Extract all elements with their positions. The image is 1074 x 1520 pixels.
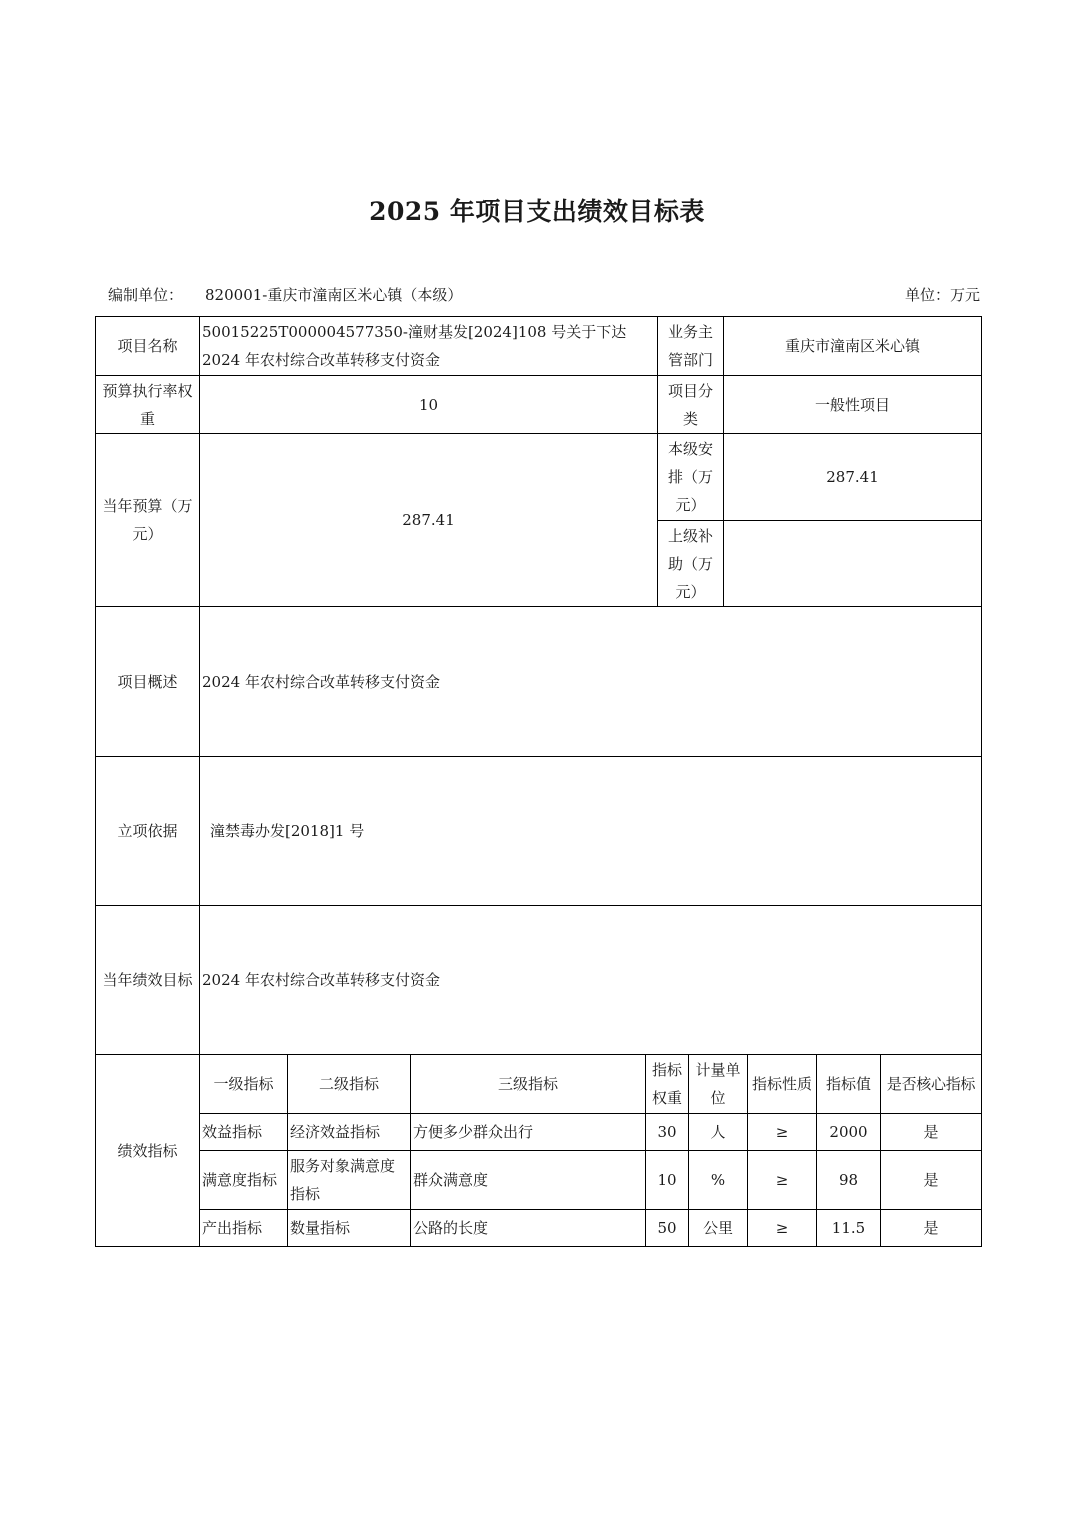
budget-value: 287.41: [402, 511, 455, 529]
table-cell: ≥: [775, 1123, 789, 1141]
col-header: 二级指标: [318, 1075, 379, 1093]
compiling-unit-value: 820001-重庆市潼南区米心镇（本级）: [205, 286, 463, 304]
table-cell: 效益指标: [202, 1123, 263, 1141]
category-label: 项目分类: [667, 381, 713, 428]
table-cell: 产出指标: [202, 1219, 263, 1237]
col-header: 指标权重: [651, 1061, 682, 1107]
table-cell: 数量指标: [290, 1219, 351, 1237]
table-cell: 服务对象满意度指标: [290, 1157, 396, 1203]
col-header: 指标性质: [751, 1075, 812, 1093]
table-cell: 2000: [829, 1123, 868, 1141]
table-cell: 是: [923, 1123, 939, 1141]
col-header: 指标值: [825, 1075, 871, 1093]
local-value: 287.41: [826, 468, 879, 486]
overview-label: 项目概述: [117, 672, 178, 691]
table-cell: 30: [657, 1123, 677, 1141]
table-cell: 满意度指标: [202, 1171, 278, 1189]
table-cell: 是: [923, 1171, 939, 1189]
table-cell: 群众满意度: [413, 1171, 489, 1189]
rate-label: 预算执行率权重: [102, 381, 193, 428]
goal-label: 当年绩效目标: [102, 971, 193, 989]
budget-label: 当年预算（万元）: [102, 497, 193, 543]
local-label: 本级安排（万元）: [667, 440, 713, 514]
table-cell: 50: [657, 1219, 677, 1237]
table-cell: %: [710, 1171, 726, 1189]
table-cell: ≥: [775, 1219, 789, 1237]
table-cell: 98: [838, 1171, 859, 1189]
table-cell: 10: [657, 1171, 677, 1189]
currency-unit: 单位：万元: [904, 286, 980, 304]
dept-label: 业务主管部门: [667, 323, 713, 369]
indicators-label: 绩效指标: [117, 1141, 178, 1160]
overview-value: 2024 年农村综合改革转移支付资金: [202, 672, 440, 691]
page-title: 2025 年项目支出绩效目标表: [369, 197, 705, 226]
col-header: 三级指标: [497, 1075, 558, 1093]
category-value: 一般性项目: [814, 395, 890, 414]
table-cell: 方便多少群众出行: [413, 1123, 534, 1141]
dept-value: 重庆市潼南区米心镇: [784, 337, 920, 355]
col-header: 计量单位: [695, 1061, 741, 1107]
project-name-label: 项目名称: [117, 337, 178, 355]
col-header: 是否核心指标: [886, 1075, 976, 1093]
table-cell: 公路的长度: [413, 1219, 489, 1237]
project-name-value: 50015225T000004577350-潼财基发[2024]108 号关于下达 2024 年农村综合改革转移支付资金: [202, 323, 627, 369]
subsidy-value: [724, 521, 981, 606]
rate-value: 10: [418, 395, 439, 414]
basis-label: 立项依据: [117, 822, 178, 840]
table-cell: 人: [710, 1123, 726, 1141]
table-cell: 11.5: [831, 1219, 866, 1237]
compiling-unit-label: 编制单位：: [108, 286, 184, 304]
table-cell: 经济效益指标: [290, 1123, 381, 1141]
goal-value: 2024 年农村综合改革转移支付资金: [202, 971, 440, 989]
subsidy-label: 上级补助（万元）: [667, 526, 713, 601]
basis-value: 潼禁毒办发[2018]1 号: [210, 822, 365, 840]
table-cell: 是: [923, 1219, 939, 1237]
compiling-unit: [108, 284, 462, 305]
table-cell: 公里: [702, 1219, 733, 1237]
col-header: 一级指标: [213, 1075, 274, 1093]
table-cell: ≥: [775, 1171, 789, 1189]
